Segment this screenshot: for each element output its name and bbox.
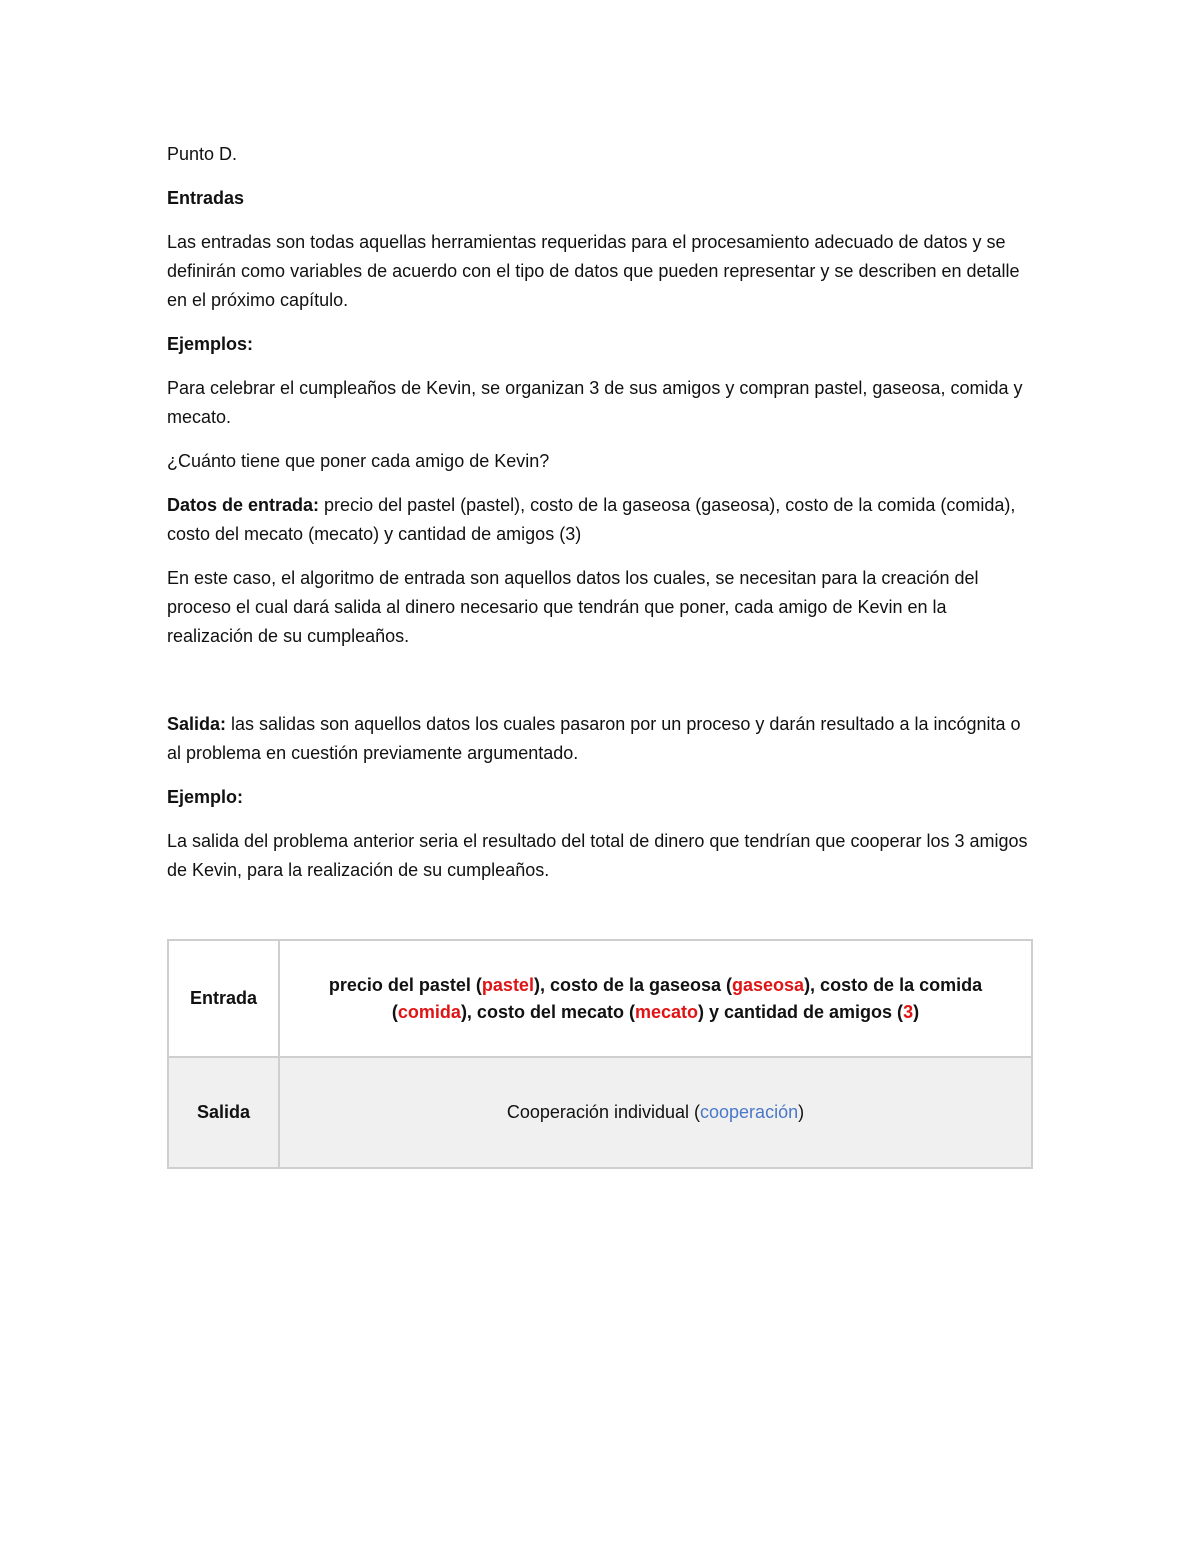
document-body [167,140,1033,900]
var-mecato: mecato [634,1001,699,1022]
salida-label-cell: Salida [168,1057,279,1168]
ejemplo-title: Ejemplo: [167,787,244,807]
entradas-description: Las entradas son todas aquellas herramientas requeridas para el procesamiento adecuado de datos y se definirán como variables de acuerdo con el tipo de datos que pueden representar y se describen en detalle en el próximo capítulo. [167,232,1020,310]
datos-entrada-label: Datos de entrada: [167,495,320,515]
table-row-salida [168,1057,1032,1168]
var-comida: comida [397,1001,461,1022]
datos-entrada-text: precio del pastel (pastel), costo de la gaseosa (gaseosa), costo de la comida (comida), costo del mecato (mecato) y cantidad de amigos (3) [167,495,1016,544]
table-row-entrada [168,940,1032,1057]
io-table-wrapper [167,939,1033,1169]
salida-paragraph [167,710,1033,768]
ejemplos-title: Ejemplos: [167,334,254,354]
entrada-value-text: precio del pastel (pastel), costo de la gaseosa (gaseosa), costo de la comida (comida), costo del mecato (mecato) y cantidad de amigos (3) [328,974,983,1022]
salida-value-cell: Cooperación individual (cooperación) [279,1057,1032,1168]
entrada-label-cell: Entrada [168,940,279,1057]
salida-text: las salidas son aquellos datos los cuales pasaron por un proceso y darán resultado a la incógnita o al problema en cuestión previamente argumentado. [167,714,1021,763]
datos-entrada-paragraph [167,491,1033,549]
entradas-title: Entradas [167,188,245,208]
salida-example-paragraph: La salida del problema anterior seria el resultado del total de dinero que tendrían que cooperar los 3 amigos de Kevin, para la realización de su cumpleaños. [167,831,1028,880]
blank-line [167,666,1033,710]
salida-label: Salida: [167,714,227,734]
io-table [167,939,1033,1169]
var-gaseosa: gaseosa [732,974,805,995]
entrada-value-cell [279,940,1032,1057]
var-cooperacion: cooperación [700,1102,799,1122]
example-paragraph: Para celebrar el cumpleaños de Kevin, se organizan 3 de sus amigos y compran pastel, gaseosa, comida y mecato. [167,378,1023,427]
var-pastel: pastel [481,974,534,995]
question-paragraph: ¿Cuánto tiene que poner cada amigo de Kevin? [167,451,550,471]
caso-paragraph: En este caso, el algoritmo de entrada son aquellos datos los cuales, se necesitan para la creación del proceso el cual dará salida al dinero necesario que tendrán que poner, cada amigo de Kevin en la realización de su cumpleaños. [167,568,979,646]
section-heading: Punto D. [167,144,238,164]
var-amigos: 3 [903,1001,914,1022]
